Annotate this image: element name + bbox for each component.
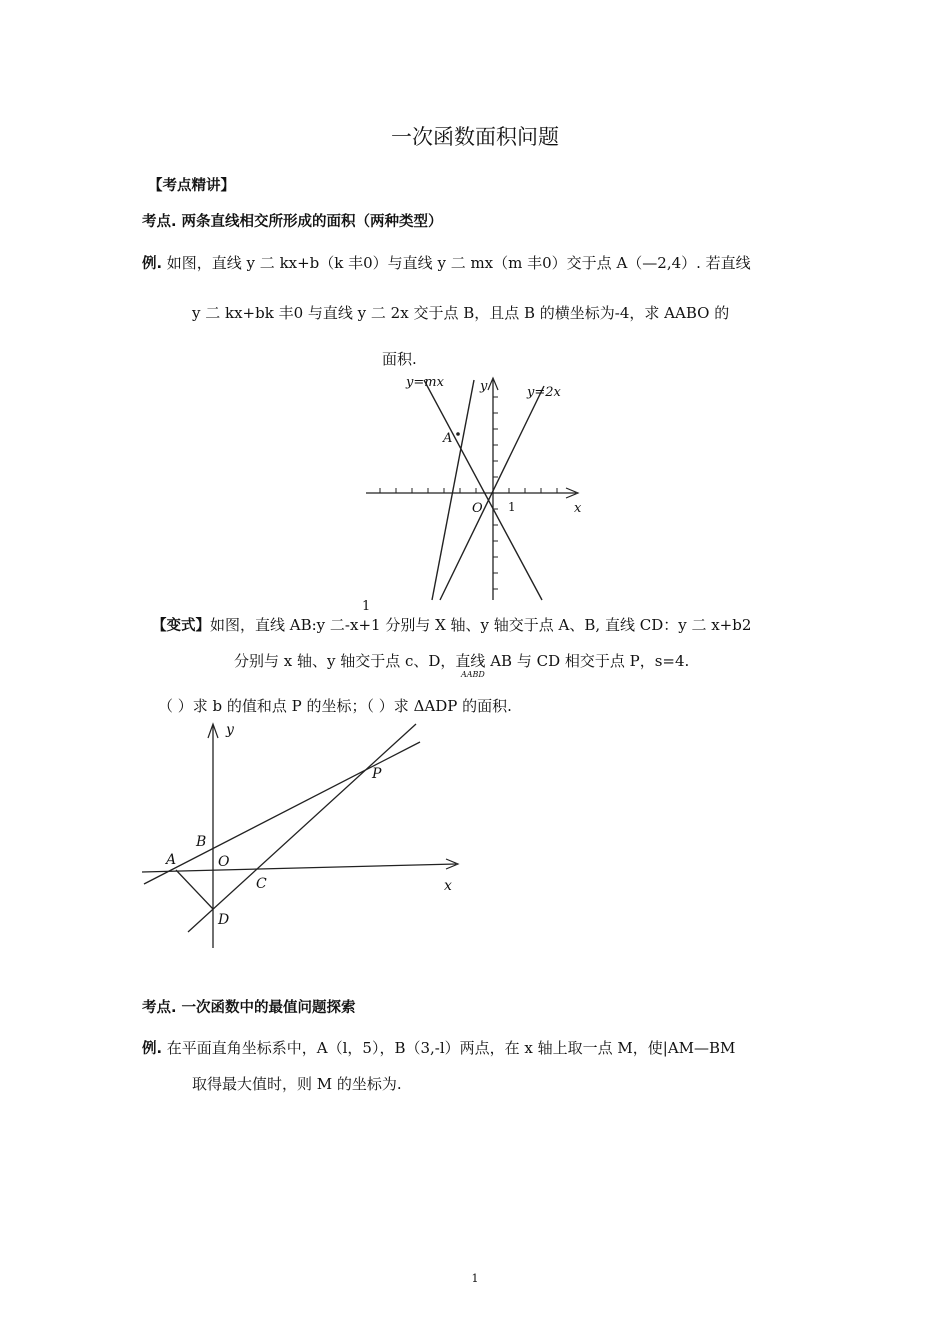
figure2-line-cd (188, 724, 416, 932)
variant-fraction-numerator: 1 (362, 599, 371, 614)
example1-line3: 面积. (382, 350, 417, 368)
figure1-line-mx (424, 380, 542, 600)
figure1-label-y-2x: y=2x (527, 385, 561, 400)
figure2-label-b: B (196, 834, 207, 850)
example2-line2: 取得最大值时，则 M 的坐标为. (192, 1075, 402, 1093)
figure2-label-c: C (256, 876, 267, 892)
page-title: 一次函数面积问题 (391, 125, 559, 149)
figure1-point-a (456, 432, 460, 436)
variant-line2: 分别与 x 轴、y 轴交于点 c、D，直线 AB 与 CD 相交于点 P，s=4. (234, 652, 690, 670)
figure2-label-origin: O (218, 854, 230, 870)
figure1-label-y-axis: y (480, 379, 488, 394)
example2-label: 例. (142, 1041, 163, 1057)
figure2-label-x-axis: x (444, 878, 452, 894)
figure1-x-ticks (380, 488, 557, 493)
figure2-label-d: D (218, 912, 230, 928)
figure2-label-y-axis: y (226, 722, 234, 738)
figure1-label-one: 1 (508, 500, 516, 514)
figure1-label-origin: O (472, 501, 483, 516)
variant-line1-text: 如图，直线 AB:y 二-x+1 分别与 X 轴、y 轴交于点 A、B, 直线 CD：y 二 x+b2 (210, 616, 752, 634)
topic1-heading: 考点. 两条直线相交所形成的面积（两种类型） (142, 214, 443, 230)
variant-label: 【变式】 (152, 618, 210, 634)
figure1-label-x-axis: x (574, 501, 582, 516)
figure1-line-kx-b (432, 380, 474, 600)
example1-line1-text: 如图，直线 y 二 kx+b（k 丰0）与直线 y 二 mx（m 丰0）交于点 A（—2,4）. 若直线 (162, 254, 751, 272)
variant-line3: （ ）求 b 的值和点 P 的坐标；（ ）求 ΔADP 的面积. (158, 697, 512, 715)
figure2-line-ab (144, 742, 420, 884)
example1-line1 (142, 252, 751, 273)
section-heading-kaodian-jingjiang: 【考点精讲】 (148, 178, 235, 194)
figure2-segment-ad (176, 870, 213, 909)
example2-line1 (142, 1037, 735, 1058)
figure2-graph (138, 712, 468, 956)
example2-line1-text: 在平面直角坐标系中，A（l，5），B（3,-l）两点，在 x 轴上取一点 M，使|AM—BM (162, 1039, 736, 1057)
figure2-label-p: P (372, 766, 382, 782)
figure2-label-a: A (166, 852, 177, 868)
variant-line1 (152, 614, 751, 635)
figure1-label-a: A (443, 431, 453, 446)
figure1-graph (362, 372, 592, 602)
page-number: 1 (471, 1272, 479, 1285)
figure1-label-y-mx: y=mx (406, 375, 444, 390)
figure2-x-axis (142, 864, 456, 872)
topic2-heading: 考点. 一次函数中的最值问题探索 (142, 1000, 356, 1016)
variant-subscript: AABD (461, 670, 485, 679)
example1-line2: y 二 kx+bk 丰0 与直线 y 二 2x 交于点 B，且点 B 的横坐标为-4，求 AABO 的 (192, 304, 730, 322)
example-label: 例. (142, 256, 163, 272)
